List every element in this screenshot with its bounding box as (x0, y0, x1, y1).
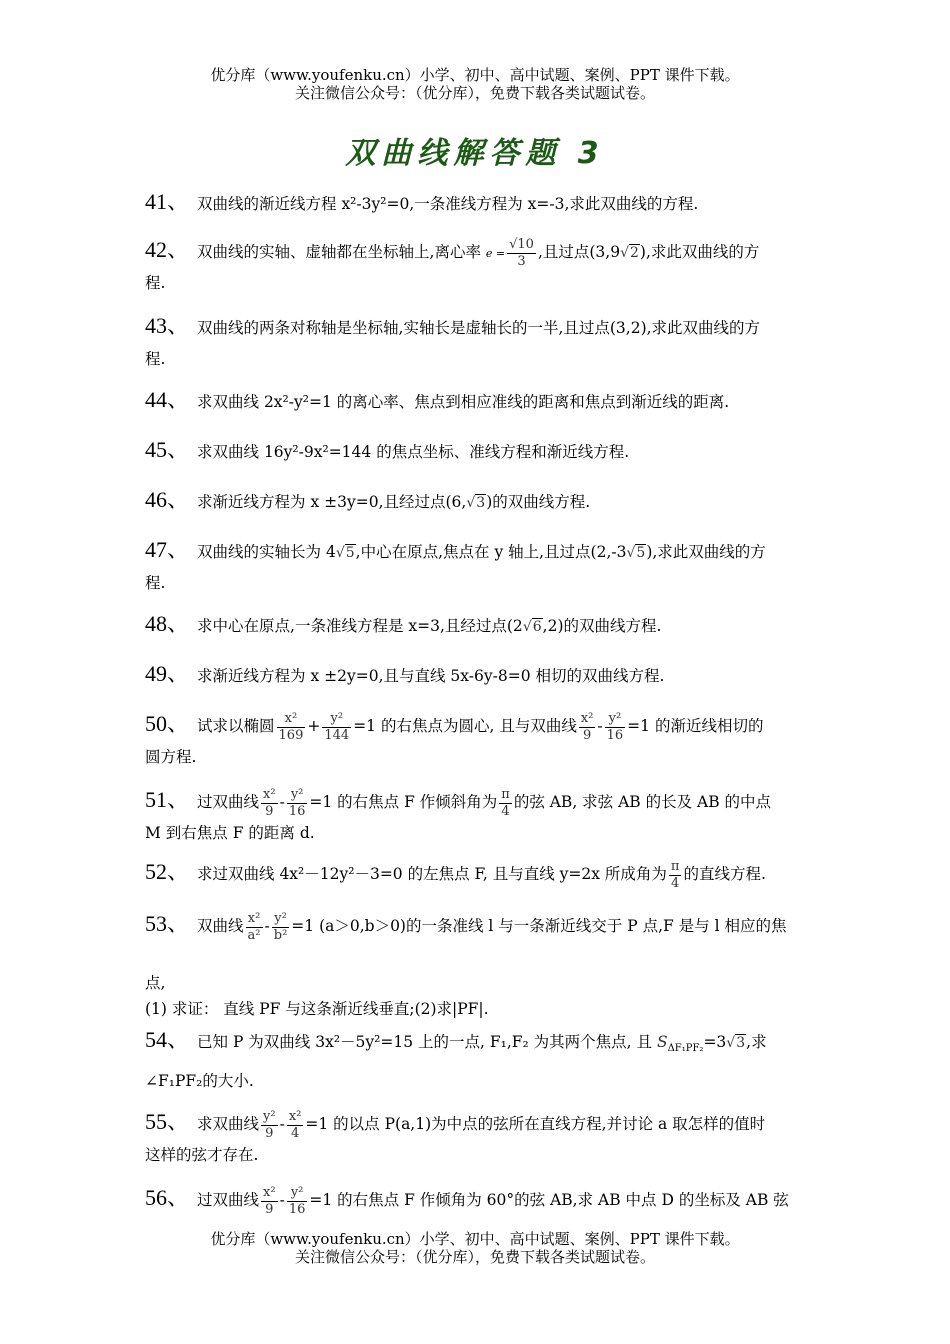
fraction: $\frac{\text{y²}}{144}$ (324, 710, 350, 743)
question-43 (145, 308, 807, 346)
question-text: 求双曲线 (197, 1115, 260, 1133)
question-number: 49、 (145, 661, 190, 686)
question-number: 54、 (145, 1027, 190, 1052)
fraction: $\frac{\pi}{4}$ (670, 858, 680, 891)
fraction: $\frac{\text{y²}}{16}$ (288, 786, 306, 819)
question-number: 50、 (145, 711, 190, 736)
question-text: 求中心在原点,一条准线方程是 x=3,且经过点(2 (197, 617, 523, 635)
fraction: $\frac{\text{x²}}{9}$ (580, 710, 594, 743)
question-number: 43、 (145, 313, 190, 338)
question-53-parts: (1) 求证： 直线 PF 与这条渐近线垂直;(2)求|PF|. (145, 1000, 489, 1018)
question-number: 46、 (145, 487, 190, 512)
fraction: $\frac{\text{x²}}{9}$ (263, 786, 276, 819)
footer-line-2: 关注微信公众号：（优分库），免费下载各类试题试卷。 (294, 1248, 655, 1266)
header-line-1: 优分库（www.youfenku.cn）小学、初中、高中试题、案例、PPT 课件下载。 (210, 66, 740, 84)
fraction: $\frac{\text{x²}}{9}$ (263, 1184, 276, 1217)
fraction: $\frac{\text{x²}}{4}$ (288, 1108, 302, 1141)
question-text: 过双曲线 (197, 1191, 260, 1209)
fraction: $\frac{\text{x²}}{169}$ (278, 710, 304, 743)
question-number: 42、 (145, 237, 190, 262)
question-55: 55、 求双曲线 $\frac{\text{y²}}{9}$ - $\frac{\text{x²}}{4}$ =1 的以点 P(a,1)为中点的弦所在直线方程,并讨论 a 取怎样的值时 (145, 1104, 807, 1142)
question-47: 47、 双曲线的实轴长为 4√5,中心在原点,焦点在 y 轴上,且过点(2,-3√5),求此双曲线的方 (145, 532, 807, 571)
question-45 (145, 432, 807, 470)
question-54: 54、 已知 P 为双曲线 3x²－5y²=15 上的一点, F₁,F₂ 为其两个焦点, 且 $S_{\Delta F_1PF_2}=3√3$,求 (145, 1022, 807, 1066)
question-55-cont: 这样的弦才存在. (145, 1146, 259, 1164)
question-text: 双曲线的实轴长为 4 (197, 543, 336, 561)
question-number: 53、 (145, 911, 190, 936)
question-number: 56、 (145, 1185, 190, 1210)
sqrt-expr: √5 (335, 545, 355, 561)
question-text: 双曲线 (197, 917, 244, 935)
question-number: 45、 (145, 437, 190, 462)
question-53: 53、 双曲线 $\frac{\text{x²}}{\text{a²}}$ - $\frac{\text{y²}}{\text{b²}}$ =1 (a＞0,b＞0)的一条准线 l 与一条渐近线交于 P 点,F 是与 l 相应的焦 (145, 906, 807, 944)
sqrt-expr: √6 (522, 619, 542, 635)
footer-line-1: 优分库（www.youfenku.cn）小学、初中、高中试题、案例、PPT 课件下载。 (210, 1230, 740, 1248)
fraction: $\frac{\text{y²}}{16}$ (606, 710, 624, 743)
fraction: $\frac{\text{y²}}{9}$ (263, 1108, 276, 1141)
question-51-cont: M 到右焦点 F 的距离 d. (145, 824, 315, 842)
question-number: 44、 (145, 387, 190, 412)
question-44 (145, 382, 807, 420)
question-number: 51、 (145, 787, 190, 812)
question-text: 双曲线的两条对称轴是坐标轴,实轴长是虚轴长的一半,且过点(3,2),求此双曲线的方 (197, 319, 761, 337)
fraction: $\frac{\text{x²}}{\text{a²}}$ (247, 910, 261, 943)
question-41 (145, 184, 807, 222)
question-56: 56、 过双曲线 $\frac{\text{x²}}{9}$ - $\frac{\text{y²}}{16}$ =1 的右焦点 F 作倾角为 60°的弦 AB,求 AB 中点 D 的坐标及 AB 弦 (145, 1180, 807, 1218)
eccentricity-label: e = (485, 247, 506, 260)
question-49 (145, 656, 807, 694)
question-text: 双曲线的渐近线方程 x²-3y²=0,一条准线方程为 x=-3,求此双曲线的方程. (197, 195, 699, 213)
page-title: 双曲线解答题 3 (345, 136, 605, 171)
question-number: 55、 (145, 1109, 190, 1134)
question-text: 双曲线的实轴、虚轴都在坐标轴上,离心率 (197, 243, 481, 261)
question-42-cont: 程. (145, 274, 166, 292)
question-47-cont: 程. (145, 574, 166, 592)
question-53-cont: 点, (145, 974, 166, 992)
question-text: 求过双曲线 4x²－12y²－3=0 的左焦点 F, 且与直线 y=2x 所成角为 (197, 865, 667, 883)
question-text: 求渐近线方程为 x ±2y=0,且与直线 5x-6y-8=0 相切的双曲线方程. (197, 667, 665, 685)
question-text: 试求以椭圆 (197, 717, 275, 735)
question-number: 47、 (145, 537, 190, 562)
question-48: 48、 求中心在原点,一条准线方程是 x=3,且经过点(2√6,2)的双曲线方程. (145, 606, 807, 645)
fraction: $\frac{\pi}{4}$ (501, 786, 510, 819)
question-43-cont: 程. (145, 350, 166, 368)
question-text: 求双曲线 2x²-y²=1 的离心率、焦点到相应准线的距离和焦点到渐近线的距离. (197, 393, 730, 411)
fraction: $\frac{\text{y²}}{16}$ (288, 1184, 306, 1217)
question-number: 48、 (145, 611, 190, 636)
question-number: 41、 (145, 189, 190, 214)
question-46: 46、 求渐近线方程为 x ±3y=0,且经过点(6,√3)的双曲线方程. (145, 482, 807, 521)
question-50: 50、 试求以椭圆 $\frac{\text{x²}}{169}$ + $\frac{\text{y²}}{144}$ =1 的右焦点为圆心, 且与双曲线 $\frac{\text{x²}}{9}$ - $\frac{\text{y²}}{16}$ =1 的渐近线相切的 (145, 706, 807, 744)
sqrt-expr: √3 (726, 1035, 746, 1051)
header-line-2: 关注微信公众号：（优分库），免费下载各类试题试卷。 (294, 84, 655, 102)
fraction: $\frac{\text{y²}}{\text{b²}}$ (273, 910, 288, 943)
question-text: 求双曲线 16y²-9x²=144 的焦点坐标、准线方程和渐近线方程. (197, 443, 630, 461)
question-text: 求渐近线方程为 x ±3y=0,且经过点(6, (197, 493, 467, 511)
question-42: 42、 双曲线的实轴、虚轴都在坐标轴上,离心率 e = $\frac{√10}{3}$ ,且过点(3,9√2),求此双曲线的方 (145, 232, 807, 271)
question-52: 52、 求过双曲线 4x²－12y²－3=0 的左焦点 F, 且与直线 y=2x 所成角为 $\frac{\pi}{4}$ 的直线方程. (145, 854, 807, 892)
sqrt-expr: √2 (620, 245, 639, 261)
sqrt-expr: √5 (626, 545, 646, 561)
question-50-cont: 圆方程. (145, 748, 197, 766)
question-54-cont: ∠F₁PF₂的大小. (145, 1072, 254, 1090)
eccentricity-fraction: $\frac{√10}{3}$ (509, 236, 534, 269)
question-text: 过双曲线 (197, 793, 260, 811)
question-text: 已知 P 为双曲线 3x²－5y²=15 上的一点, F₁,F₂ 为其两个焦点, 且 (197, 1033, 653, 1051)
question-number: 52、 (145, 859, 190, 884)
sqrt-expr: √3 (466, 495, 486, 511)
question-51: 51、 过双曲线 $\frac{\text{x²}}{9}$ - $\frac{\text{y²}}{16}$ =1 的右焦点 F 作倾斜角为 $\frac{\pi}{4}$ 的弦 AB, 求弦 AB 的长及 AB 的中点 (145, 782, 807, 820)
